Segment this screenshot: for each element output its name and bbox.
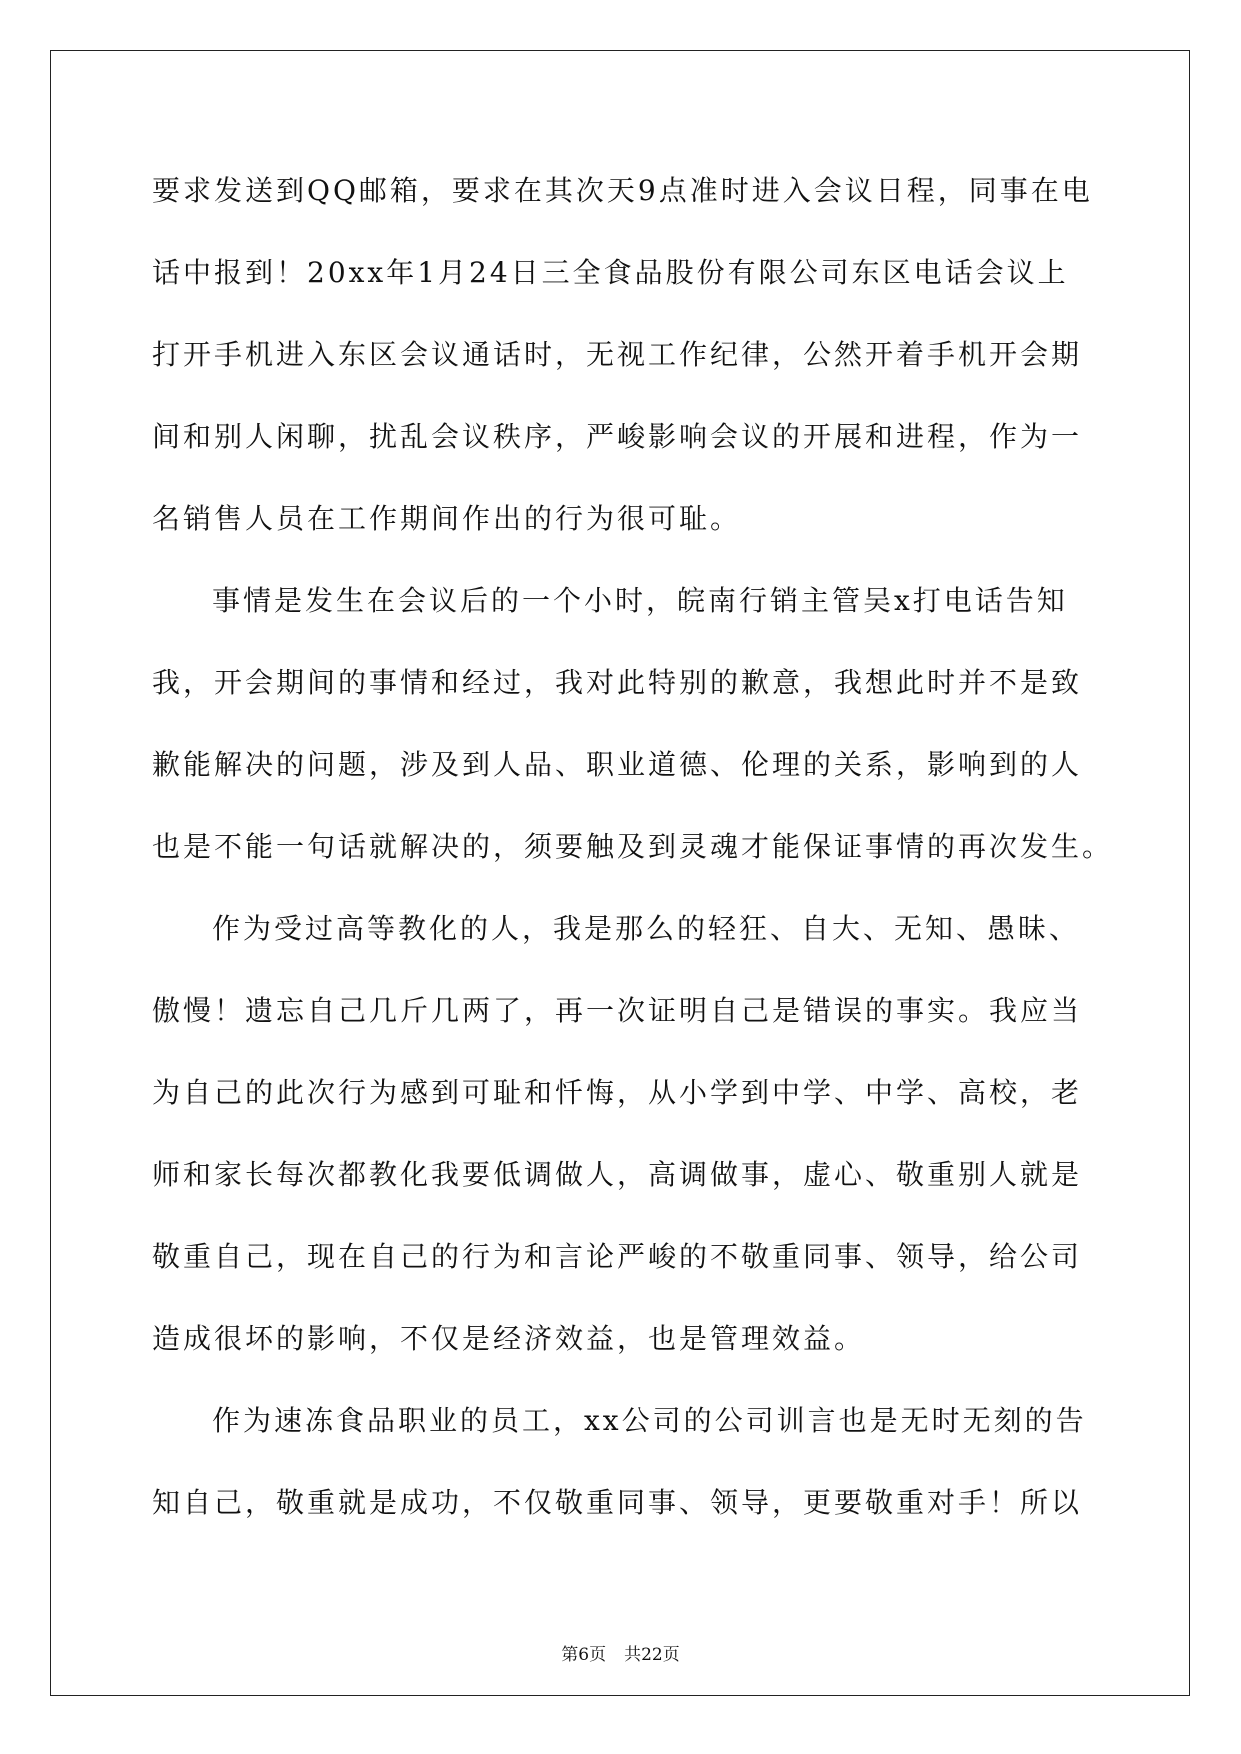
paragraph-start-line: 作为速冻食品职业的员工，xx公司的公司训言也是无时无刻的告 — [212, 1404, 1087, 1437]
text-line: 知自己，敬重就是成功，不仅敬重同事、领导，更要敬重对手！所以 — [152, 1486, 1083, 1519]
text-line: 师和家长每次都教化我要低调做人，高调做事，虚心、敬重别人就是 — [152, 1158, 1083, 1191]
text-line: 傲慢！遗忘自己几斤几两了，再一次证明自己是错误的事实。我应当 — [152, 994, 1083, 1027]
text-line: 打开手机进入东区会议通话时，无视工作纪律，公然开着手机开会期 — [152, 338, 1083, 371]
text-line: 话中报到！20xx年1月24日三全食品股份有限公司东区电话会议上 — [152, 256, 1069, 289]
text-line: 为自己的此次行为感到可耻和忏悔，从小学到中学、中学、高校，老 — [152, 1076, 1083, 1109]
text-line: 我，开会期间的事情和经过，我对此特别的歉意，我想此时并不是致 — [152, 666, 1083, 699]
text-line: 名销售人员在工作期间作出的行为很可耻。 — [152, 502, 742, 535]
document-body — [152, 164, 1114, 1558]
text-line: 间和别人闲聊，扰乱会议秩序，严峻影响会议的开展和进程，作为一 — [152, 420, 1083, 453]
page-footer — [0, 1640, 1241, 1665]
text-line: 也是不能一句话就解决的，须要触及到灵魂才能保证事情的再次发生。 — [152, 830, 1114, 863]
text-line: 敬重自己，现在自己的行为和言论严峻的不敬重同事、领导，给公司 — [152, 1240, 1083, 1273]
text-line: 造成很坏的影响，不仅是经济效益，也是管理效益。 — [152, 1322, 866, 1355]
text-line: 歉能解决的问题，涉及到人品、职业道德、伦理的关系，影响到的人 — [152, 748, 1083, 781]
page-number: 第6页 — [561, 1645, 607, 1665]
paragraph-start-line: 作为受过高等教化的人，我是那么的轻狂、自大、无知、愚昧、 — [212, 912, 1081, 945]
paragraph-start-line: 事情是发生在会议后的一个小时，皖南行销主管吴x打电话告知 — [212, 584, 1068, 617]
page-total: 共22页 — [624, 1645, 680, 1665]
text-line: 要求发送到QQ邮箱，要求在其次天9点准时进入会议日程，同事在电 — [152, 174, 1093, 207]
